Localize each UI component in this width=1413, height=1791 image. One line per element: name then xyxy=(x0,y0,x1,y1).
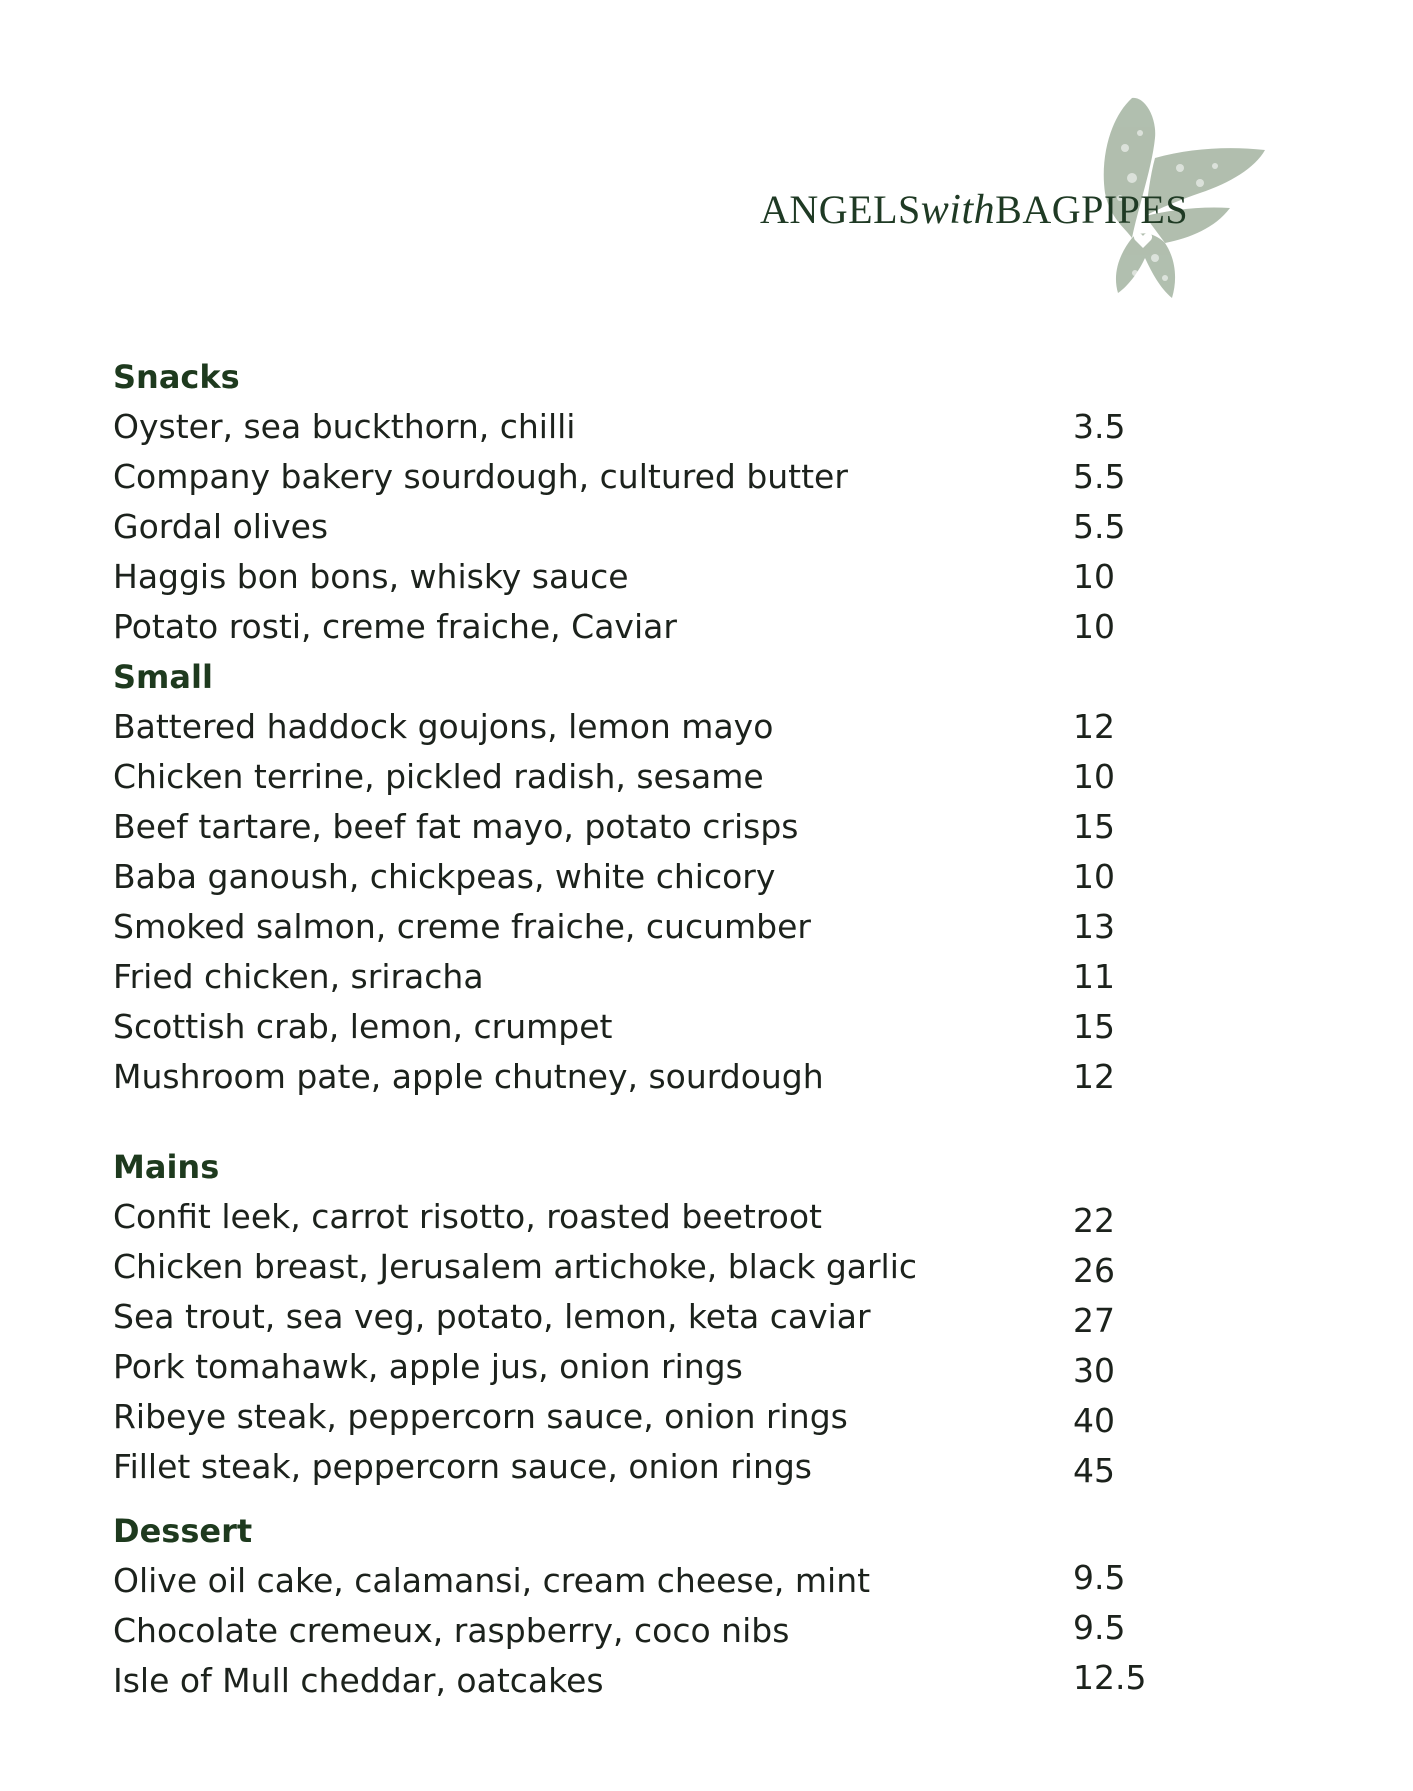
menu-item xyxy=(113,452,1153,502)
item-price: 10 xyxy=(1073,757,1115,796)
menu-item xyxy=(113,502,1153,552)
item-price: 40 xyxy=(1073,1401,1115,1440)
item-price: 10 xyxy=(1073,857,1115,896)
item-price: 9.5 xyxy=(1073,1558,1126,1597)
item-name: Chicken terrine, pickled radish, sesame xyxy=(113,757,764,796)
section-title: Dessert xyxy=(113,1512,253,1550)
item-price: 12.5 xyxy=(1073,1658,1147,1697)
item-name: Haggis bon bons, whisky sauce xyxy=(113,557,629,596)
item-name: Confit leek, carrot risotto, roasted beetroot xyxy=(113,1197,822,1236)
item-name: Fried chicken, sriracha xyxy=(113,957,484,996)
item-price: 27 xyxy=(1073,1301,1115,1340)
menu-item xyxy=(113,1002,1153,1052)
section-small xyxy=(113,652,1153,1102)
section-title: Snacks xyxy=(113,358,240,396)
item-price: 12 xyxy=(1073,707,1115,746)
item-price: 26 xyxy=(1073,1251,1115,1290)
menu-item xyxy=(113,1052,1153,1102)
menu-item xyxy=(113,1442,1153,1492)
section-mains xyxy=(113,1142,1153,1492)
item-price: 3.5 xyxy=(1073,407,1126,446)
section-spacer xyxy=(113,1492,1153,1506)
menu-item xyxy=(113,1392,1153,1442)
item-price: 12 xyxy=(1073,1057,1115,1096)
section-spacer xyxy=(113,1102,1153,1142)
item-name: Battered haddock goujons, lemon mayo xyxy=(113,707,774,746)
menu-item xyxy=(113,802,1153,852)
menu-item xyxy=(113,1606,1153,1656)
item-price: 15 xyxy=(1073,807,1115,846)
item-price: 10 xyxy=(1073,607,1115,646)
item-name: Gordal olives xyxy=(113,507,329,546)
item-name: Ribeye steak, peppercorn sauce, onion rings xyxy=(113,1397,848,1436)
item-name: Scottish crab, lemon, crumpet xyxy=(113,1007,613,1046)
menu-item xyxy=(113,752,1153,802)
menu-item xyxy=(113,1656,1153,1706)
item-name: Isle of Mull cheddar, oatcakes xyxy=(113,1661,604,1700)
menu-item xyxy=(113,952,1153,1002)
logo-word-bagpipes: BAGPIPES xyxy=(995,187,1189,232)
menu-item xyxy=(113,1192,1153,1242)
item-price: 15 xyxy=(1073,1007,1115,1046)
menu-item xyxy=(113,1556,1153,1606)
menu-item xyxy=(113,602,1153,652)
section-title: Small xyxy=(113,658,213,696)
item-name: Sea trout, sea veg, potato, lemon, keta caviar xyxy=(113,1297,871,1336)
menu-item xyxy=(113,702,1153,752)
item-name: Potato rosti, creme fraiche, Caviar xyxy=(113,607,677,646)
item-price: 22 xyxy=(1073,1201,1115,1240)
menu-list xyxy=(113,352,1153,1706)
menu-item xyxy=(113,902,1153,952)
item-price: 10 xyxy=(1073,557,1115,596)
section-dessert xyxy=(113,1506,1153,1706)
item-name: Pork tomahawk, apple jus, onion rings xyxy=(113,1347,743,1386)
item-name: Company bakery sourdough, cultured butter xyxy=(113,457,848,496)
item-price: 13 xyxy=(1073,907,1115,946)
menu-item xyxy=(113,852,1153,902)
logo-word-with: with xyxy=(920,187,996,233)
item-name: Smoked salmon, creme fraiche, cucumber xyxy=(113,907,811,946)
item-name: Oyster, sea buckthorn, chilli xyxy=(113,407,576,446)
menu-item xyxy=(113,1342,1153,1392)
item-name: Fillet steak, peppercorn sauce, onion rings xyxy=(113,1447,812,1486)
item-price: 9.5 xyxy=(1073,1608,1126,1647)
item-name: Chicken breast, Jerusalem artichoke, black garlic xyxy=(113,1247,918,1286)
section-title: Mains xyxy=(113,1148,220,1186)
item-price: 5.5 xyxy=(1073,457,1126,496)
item-price: 45 xyxy=(1073,1451,1115,1490)
logo-wordmark xyxy=(760,186,1188,234)
menu-item xyxy=(113,552,1153,602)
item-name: Olive oil cake, calamansi, cream cheese, mint xyxy=(113,1561,871,1600)
item-name: Baba ganoush, chickpeas, white chicory xyxy=(113,857,776,896)
item-name: Chocolate cremeux, raspberry, coco nibs xyxy=(113,1611,790,1650)
item-price: 30 xyxy=(1073,1351,1115,1390)
logo-word-angels: ANGELS xyxy=(760,187,921,232)
menu-item xyxy=(113,402,1153,452)
restaurant-logo xyxy=(760,88,1280,308)
menu-item xyxy=(113,1292,1153,1342)
section-snacks xyxy=(113,352,1153,652)
menu-item xyxy=(113,1242,1153,1292)
item-price: 11 xyxy=(1073,957,1115,996)
item-price: 5.5 xyxy=(1073,507,1126,546)
item-name: Mushroom pate, apple chutney, sourdough xyxy=(113,1057,824,1096)
item-name: Beef tartare, beef fat mayo, potato crisps xyxy=(113,807,799,846)
